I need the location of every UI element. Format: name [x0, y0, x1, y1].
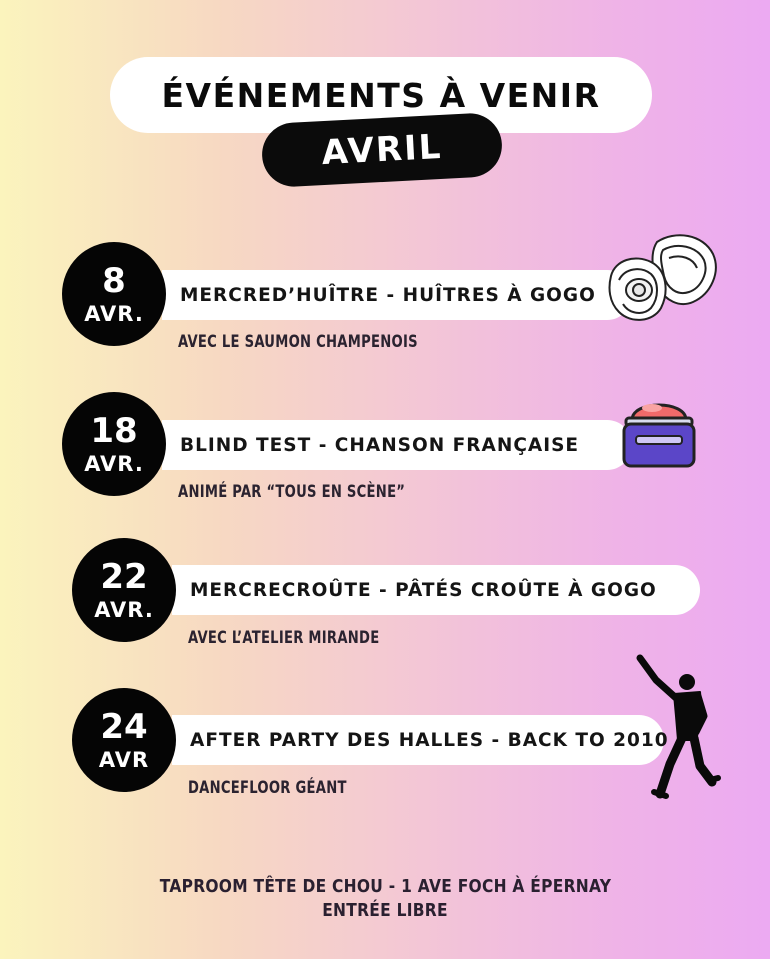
event-title: AFTER PARTY DES HALLES - BACK TO 2010 — [172, 715, 664, 765]
footer-entry: ENTRÉE LIBRE — [322, 900, 448, 921]
event-title: MERCRED’HUÎTRE - HUÎTRES À GOGO — [162, 270, 632, 320]
date-day: 8 — [102, 260, 126, 301]
date-badge — [62, 392, 166, 496]
event-item — [0, 690, 770, 810]
page-title: ÉVÉNEMENTS À VENIR — [110, 57, 652, 133]
event-item — [0, 240, 770, 360]
event-subtitle: AVEC LE SAUMON CHAMPENOIS — [178, 332, 418, 352]
event-subtitle: AVEC L’ATELIER MIRANDE — [188, 628, 380, 648]
event-subtitle: DANCEFLOOR GÉANT — [188, 778, 347, 798]
event-title: MERCRECROÛTE - PÂTÉS CROÛTE À GOGO — [172, 565, 700, 615]
date-month: AVR. — [84, 301, 144, 326]
date-day: 22 — [100, 556, 148, 597]
event-subtitle: ANIMÉ PAR “TOUS EN SCÈNE” — [178, 482, 406, 502]
date-badge — [72, 688, 176, 792]
date-month: AVR. — [94, 597, 154, 622]
month-label: AVRIL — [260, 112, 503, 188]
footer-address: TAPROOM TÊTE DE CHOU - 1 AVE FOCH À ÉPERNAY — [159, 876, 611, 897]
date-badge — [62, 242, 166, 346]
buzzer-icon — [618, 390, 700, 472]
event-item — [0, 540, 770, 660]
date-month: AVR. — [84, 451, 144, 476]
date-month: AVR — [98, 747, 150, 772]
event-title: BLIND TEST - CHANSON FRANÇAISE — [162, 420, 632, 470]
date-day: 24 — [100, 706, 148, 747]
event-item — [0, 390, 770, 510]
date-day: 18 — [90, 410, 138, 451]
date-badge — [72, 538, 176, 642]
oyster-icon — [605, 232, 720, 327]
dancer-icon — [630, 654, 730, 804]
